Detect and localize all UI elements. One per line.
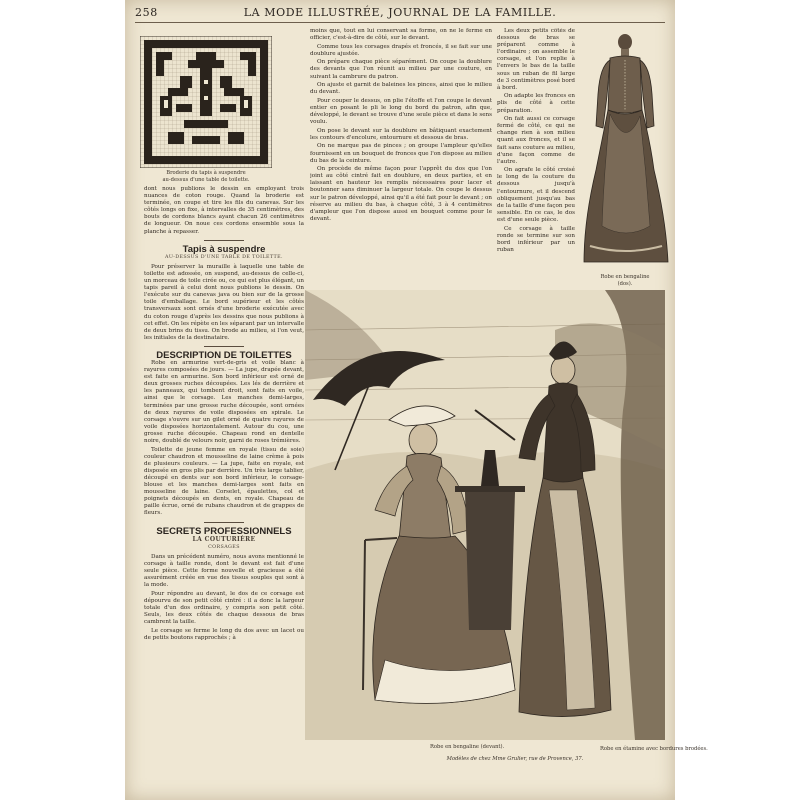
header-rule [135, 22, 665, 23]
embroidery-caption [140, 170, 272, 183]
description-heading: DESCRIPTION DE TOILETTES [156, 349, 292, 361]
col2-paragraph-6: On pose le devant sur la doublure en bâtiquant exactement les contours d'encolure, entournure et dessous de bras. [310, 127, 492, 141]
embroidery-caption-line1: Broderie du tapis à suspendre [166, 170, 246, 176]
secrets-subheading-1: LA COUTURIÈRE [192, 535, 256, 543]
plate-credit: Modèles de chez Mme Grulier, rue de Provence, 37. [446, 756, 584, 762]
tapis-heading: Tapis à suspendre [182, 243, 266, 255]
page-header [135, 6, 665, 22]
magazine-page [125, 0, 708, 800]
secrets-heading: SECRETS PROFESSIONNELS [156, 525, 292, 537]
plate-caption-right: Robe en étamine avec bordures brodées. [600, 746, 708, 752]
column-2 [310, 28, 492, 286]
intro-paragraph: dont nous publions le dessin en employant trois nuances de coton rouge. Quand la broderie est terminée, on coupe et tire les fils du canevas. Sur les côtés longs on fixe, à intervalles de 35 centimètres, des bouts de cordons blancs ayant chacun 26 centimètres de longueur. On noue ces cordons ensemble sous la planche à repasser. [144, 186, 304, 235]
column-3 [497, 28, 575, 290]
col2-paragraph-8: On procède de même façon pour l'apprêt du dos que l'on joint au côté cintré fait en doublure, en deux parties, et en laissant en hauteur les remplis nécessaires pour lacer et boutonner sans diminuer la largeur totale. On coupe le dessus sur le patron développé, ainsi qu'il a été fait pour le devant ; on réserve au milieu du bas, à chaque côté, 3 à 4 centimètres d'ampleur que l'on dispose aussi en bouquet comme pour le devant. [310, 166, 492, 222]
secrets-subheading-2: CORSAGES [208, 544, 240, 550]
col2-paragraph-4: On ajuste et garnit de baleines les pinces, ainsi que le milieu du devant. [310, 82, 492, 96]
col3-paragraph-2: On adapte les fronces en plis de côté à cette préparation. [497, 93, 575, 114]
tapis-subheading: AU-DESSUS D'UNE TABLE DE TOILETTE. [164, 254, 283, 260]
back-dress-illustration [580, 30, 670, 270]
col3-paragraph-4: On agrafe le côté croisé le long de la couture du dessous jusqu'à l'entournure, et il descend obliquement jusqu'au bas de la taille d'une façon peu sensible. En ce cas, le dos est d'une seule pièce. [497, 167, 575, 223]
back-dress-caption-line2: (dos). [617, 280, 633, 287]
col2-paragraph-3: On prépare chaque pièce séparément. On coupe la doublure des devants que l'on réunit au milieu par une couture, en suivant la cambrure du patron. [310, 59, 492, 80]
col3-paragraph-3: On fait aussi ce corsage fermé de côté, ce qui ne change rien à son milieu quant aux fronces, et il se fait sans couture au milieu, d'une façon comme de l'autre. [497, 116, 575, 165]
fashion-plate-illustration [305, 290, 665, 740]
page-number: 258 [135, 6, 158, 19]
section-divider [204, 240, 244, 241]
tapis-paragraph: Pour préserver la muraille à laquelle une table de toilette est adossée, on suspend, au-dessus de celle-ci, un morceau de toile cirée ou, ce qui est plus élégant, un tapis pareil à celui dont nous publions le dessin. On l'exécute sur du canevas java ou bien sur de la grosse toile d'emballage. Le bord supérieur et les côtés transversaux sont ornés d'une broderie exécutée avec du coton rouge d'après les dessins que nous publions à cet effet. On les répète en les séparant par un intervalle de deux brins du tissu. On brode au milieu, si l'on veut, les initiales de la destinataire. [144, 263, 304, 341]
secrets-paragraph-2: Pour répondre au devant, le dos de ce corsage est dépourvu de son petit côté cintré : il a donc la largeur totale d'un dos ordinaire, y compris son petit côté. Seuls, les deux côtés de chaque dessous de bras cambrent la taille. [144, 590, 304, 626]
back-dress-caption-line1: Robe en bengaline [600, 274, 650, 280]
col2-paragraph-5: Pour couper le dessus, on plie l'étoffe et l'on coupe le devant entier en posant le pli le long du bord du patron, afin que, développé, le devant se trouve d'une seule pièce et dans le sens voulu. [310, 97, 492, 126]
col2-paragraph-2: Comme tous les corsages drapés et froncés, il se fait sur une doublure ajustée. [310, 43, 492, 57]
embroidery-pattern-chart [140, 36, 272, 168]
journal-title: LA MODE ILLUSTRÉE, JOURNAL DE LA FAMILLE. [243, 6, 557, 19]
description-paragraph-1: Robe en armurine vert-de-gris et voile blanc à rayures composées de jours. — La jupe, drapée devant, est faite en armurine. Son bord inférieur est orné de deux grosses ruches découpées. Les lés de derrière et les panneaux, qui tombent droit, sont faits en voile, ainsi que le corsage. Les manches demi-larges, terminées par une grosse ruche découpée, sont ornées de deux rayures de voile disposées en spirale. Le corsage s'ouvre sur un gilet orné de quatre rayures de voile disposées horizontalement. Autour du cou, une grosse ruche découpée. Chapeau rond en dentelle noire, doublé de velours noir, garni de roses trémières. [144, 359, 304, 444]
col3-paragraph-1: Les deux petits côtés de dessous de bras se préparent comme à l'ordinaire ; on assemble le corsage, et l'on replie à l'envers le bas de la taille sous un ruban de fil large de 3 centimètres posé bord à bord. [497, 28, 575, 91]
secrets-paragraph-1: Dans un précédent numéro, nous avons mentionné le corsage à taille ronde, dont le devant est fait d'une seule pièce. Cette forme nouvelle et gracieuse a été assurément créée en vue des tissus souples qui sont à la mode. [144, 553, 304, 589]
col2-paragraph-1: moins que, tout en lui conservant sa forme, on ne le ferme en officier, c'est-à-dire de côté, sur le devant. [310, 28, 492, 42]
plate-caption-left: Robe en bengaline (devant). [430, 744, 505, 750]
back-dress-caption [580, 274, 670, 287]
section-divider [204, 522, 244, 523]
description-paragraph-2: Toilette de jeune femme en royale (tissu de soie) couleur chaudron et mousseline de laine crème à pois de plusieurs couleurs. — La jupe, faite en royale, est disposée en gros plis par derrière. Un très large tablier, découpé en dents sur son bord inférieur, le corsage-blouse et les manches demi-larges sont faits en mousseline de laine. Corselet, épaulettes, col et poignets découpés en dents, en royale. Chapeau de paille écrue, orné de rubans chaudron et de grappes de fleurs. [144, 446, 304, 517]
embroidery-caption-line2: au-dessus d'une table de toilette. [162, 176, 250, 183]
col2-paragraph-7: On ne marque pas de pinces ; on groupe l'ampleur qu'elles fournissent en un bouquet de fronces que l'on dispose au milieu du bas de la ceinture. [310, 143, 492, 164]
secrets-paragraph-3: Le corsage se ferme le long du dos avec un lacet ou de petits boutons rapprochés ; à [144, 627, 304, 641]
col3-paragraph-5: Ce corsage à taille ronde se termine sur son bord inférieur par un ruban [497, 225, 575, 253]
section-divider [204, 346, 244, 347]
column-1 [144, 186, 304, 794]
